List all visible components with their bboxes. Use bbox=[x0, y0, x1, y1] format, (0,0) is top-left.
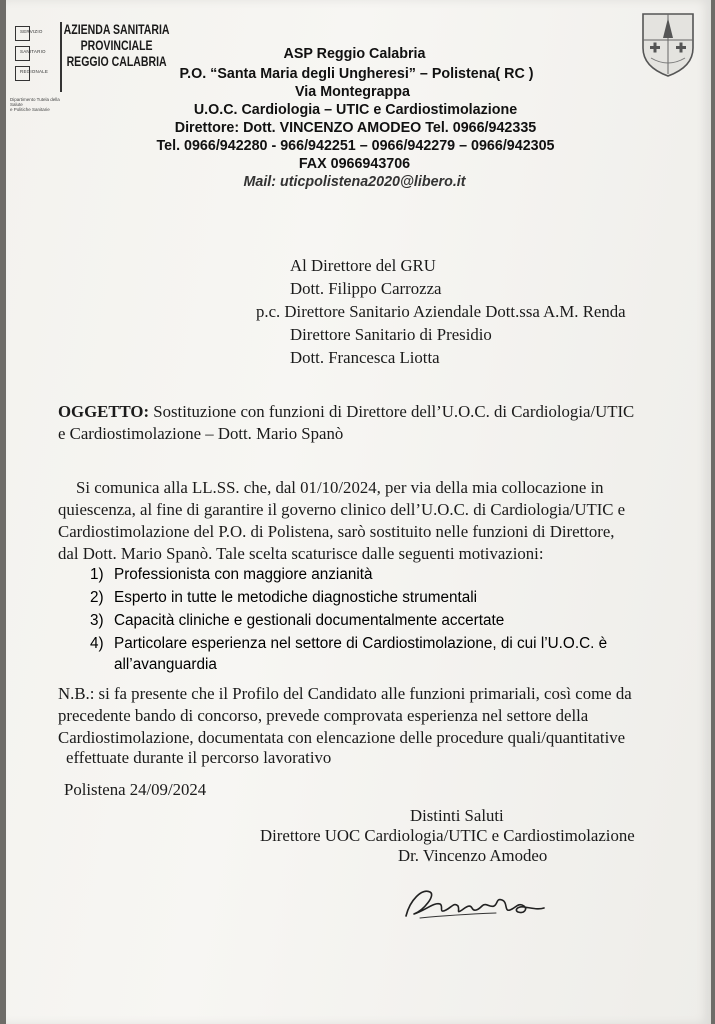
header-line-fax: FAX 0966943706 bbox=[298, 156, 411, 172]
subject-text: Sostituzione con funzioni di Direttore dell’U.O.C. di Cardiologia/UTIC bbox=[149, 402, 635, 421]
logo-title-line: AZIENDA SANITARIA bbox=[63, 22, 170, 37]
list-number: 1) bbox=[90, 566, 104, 583]
logo-subtitle-line: e Politiche Sanitarie bbox=[10, 107, 50, 112]
list-text: Professionista con maggiore anzianità bbox=[114, 566, 373, 583]
body-line: quiescenza, al fine di garantire il governo clinico dell’U.O.C. di Cardiologia/UTIC e bbox=[58, 500, 626, 519]
recipient-line: Direttore Sanitario di Presidio bbox=[290, 325, 492, 344]
header-email: Mail: uticpolistena2020@libero.it bbox=[243, 174, 466, 190]
list-text: Esperto in tutte le metodiche diagnostiche strumentali bbox=[114, 589, 478, 606]
list-item bbox=[90, 589, 477, 607]
header-line-address: Via Montegrappa bbox=[295, 84, 410, 100]
header-line-director: Direttore: Dott. VINCENZO AMODEO Tel. 0966/942335 bbox=[174, 120, 537, 136]
logo-subtitle-line: Dipartimento Tutela della Salute bbox=[10, 97, 60, 107]
recipient-cc-line: p.c. Direttore Sanitario Aziendale Dott.ssa A.M. Renda bbox=[256, 302, 626, 321]
note-line: N.B.: si fa presente che il Profilo del Candidato alle funzioni primariali, così come da bbox=[58, 684, 632, 703]
note-line: precedente bando di concorso, prevede comprovata esperienza nel settore della bbox=[58, 706, 589, 725]
header-line-asp: ASP Reggio Calabria bbox=[283, 46, 426, 62]
list-item bbox=[90, 612, 504, 630]
list-text: Capacità cliniche e gestionali documentalmente accertate bbox=[114, 612, 505, 629]
header-line-department: U.O.C. Cardiologia – UTIC e Cardiostimolazione bbox=[193, 102, 518, 118]
letter-page bbox=[6, 0, 711, 1024]
subject-line-2: e Cardiostimolazione – Dott. Mario Spanò bbox=[58, 424, 344, 443]
note-line: effettuate durante il percorso lavorativo bbox=[66, 748, 332, 767]
list-item bbox=[90, 566, 373, 584]
list-number: 4) bbox=[90, 635, 104, 652]
note-line: Cardiostimolazione, documentata con elencazione delle procedure quali/quantitative bbox=[58, 728, 626, 747]
logo-mark-line: SERVIZIO bbox=[20, 29, 43, 34]
header-line-phones: Tel. 0966/942280 - 966/942251 – 0966/942279 – 0966/942305 bbox=[156, 138, 555, 154]
header-line-hospital: P.O. “Santa Maria degli Ungheresi” – Polistena( RC ) bbox=[179, 66, 534, 82]
subject-line bbox=[58, 402, 634, 422]
place-date: Polistena 24/09/2024 bbox=[64, 780, 207, 799]
list-number: 2) bbox=[90, 589, 104, 606]
logo-title-line: PROVINCIALE bbox=[80, 38, 153, 53]
logo-title-line: REGGIO CALABRIA bbox=[66, 54, 167, 69]
logo-mark-line: REGIONALE bbox=[20, 69, 49, 74]
logo-mark-line: SANITARIO bbox=[20, 49, 46, 54]
body-line: Cardiostimolazione del P.O. di Polistena, sarò sostituito nelle funzioni di Direttore, bbox=[58, 522, 615, 541]
closing-role: Direttore UOC Cardiologia/UTIC e Cardiostimolazione bbox=[260, 826, 635, 845]
body-line: dal Dott. Mario Spanò. Tale scelta scaturisce dalle seguenti motivazioni: bbox=[58, 544, 544, 563]
list-item bbox=[90, 635, 607, 653]
subject-label: OGGETTO: bbox=[58, 402, 150, 421]
closing-name: Dr. Vincenzo Amodeo bbox=[398, 846, 548, 865]
recipient-line: Al Direttore del GRU bbox=[290, 256, 436, 275]
recipient-line: Dott. Filippo Carrozza bbox=[290, 279, 442, 298]
recipient-line: Dott. Francesca Liotta bbox=[290, 348, 440, 367]
handwritten-signature bbox=[400, 880, 550, 930]
closing-greeting: Distinti Saluti bbox=[410, 806, 504, 825]
list-number: 3) bbox=[90, 612, 104, 629]
list-text: Particolare esperienza nel settore di Cardiostimolazione, di cui l’U.O.C. è bbox=[114, 635, 608, 652]
list-item-continuation: all’avanguardia bbox=[114, 656, 217, 673]
body-line: Si comunica alla LL.SS. che, dal 01/10/2024, per via della mia collocazione in bbox=[76, 478, 604, 497]
